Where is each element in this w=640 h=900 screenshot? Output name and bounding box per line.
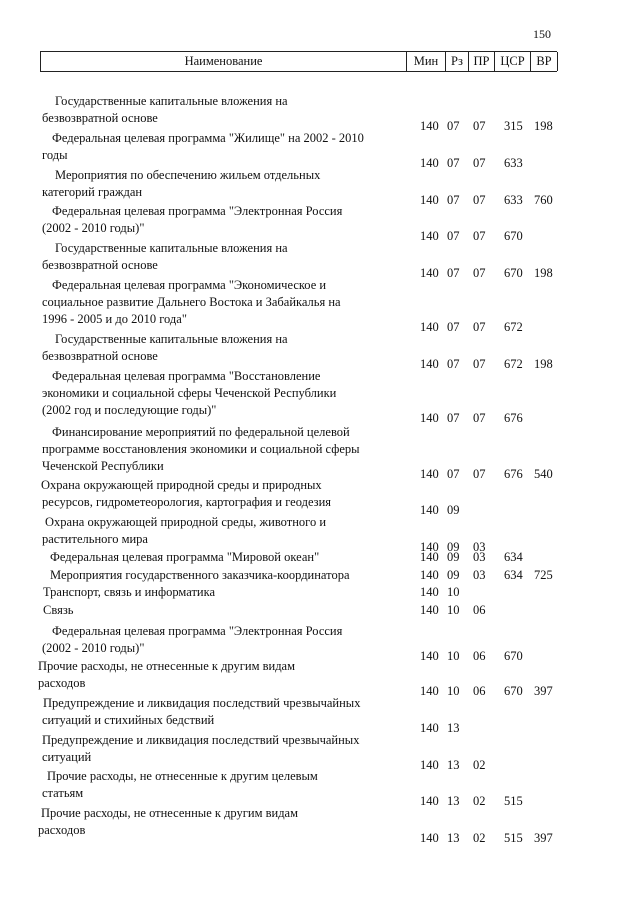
row-name-line: (2002 - 2010 годы)" [42, 221, 145, 235]
row-name-line: Транспорт, связь и информатика [43, 585, 216, 599]
row-name-line: программе восстановления экономики и социальной сферы [42, 442, 360, 456]
row-min-code: 140 [420, 568, 439, 582]
row-name-line: (2002 - 2010 годы)" [42, 641, 145, 655]
row-name-line: статьям [42, 786, 84, 800]
row-name-line: Государственные капитальные вложения на [55, 241, 288, 255]
row-rz-code: 07 [447, 156, 460, 170]
row-pr-code: 02 [473, 758, 486, 772]
row-name-line: Федеральная целевая программа "Восстановление [52, 369, 321, 383]
row-name-line: растительного мира [42, 532, 148, 546]
row-min-code: 140 [420, 794, 439, 808]
row-name-line: Охрана окружающей природной среды, животного и [45, 515, 327, 529]
row-vr-code: 760 [534, 193, 553, 207]
page-number: 150 [533, 27, 551, 41]
header-rz: Рз [446, 52, 469, 71]
row-name-line: ситуаций [42, 750, 92, 764]
row-rz-code: 10 [447, 684, 460, 698]
row-csr-code: 670 [504, 649, 523, 663]
row-rz-code: 10 [447, 585, 460, 599]
row-rz-code: 07 [447, 193, 460, 207]
row-rz-code: 07 [447, 266, 460, 280]
row-pr-code: 06 [473, 603, 486, 617]
row-rz-code: 09 [447, 550, 460, 564]
row-rz-code: 13 [447, 721, 460, 735]
row-name-line: (2002 год и последующие годы)" [42, 403, 217, 417]
row-pr-code: 02 [473, 831, 486, 845]
row-csr-code: 634 [504, 568, 523, 582]
row-rz-code: 09 [447, 540, 460, 554]
row-rz-code: 13 [447, 831, 460, 845]
row-name-line: Мероприятия государственного заказчика-координатора [50, 568, 350, 582]
row-name-line: безвозвратной основе [42, 258, 158, 272]
row-csr-code: 515 [504, 794, 523, 808]
row-rz-code: 07 [447, 467, 460, 481]
row-min-code: 140 [420, 503, 439, 517]
row-name-line: Государственные капитальные вложения на [55, 94, 288, 108]
row-vr-code: 198 [534, 357, 553, 371]
row-name-line: Государственные капитальные вложения на [55, 332, 288, 346]
row-vr-code: 198 [534, 266, 553, 280]
row-name-line: Федеральная целевая программа "Экономическое и [52, 278, 327, 292]
header-min: Мин [407, 52, 446, 71]
row-rz-code: 09 [447, 568, 460, 582]
row-csr-code: 672 [504, 357, 523, 371]
row-name-line: 1996 - 2005 и до 2010 года" [42, 312, 187, 326]
row-pr-code: 07 [473, 411, 486, 425]
row-rz-code: 13 [447, 794, 460, 808]
row-csr-code: 515 [504, 831, 523, 845]
row-min-code: 140 [420, 649, 439, 663]
row-name-line: Федеральная целевая программа "Электронная Россия [52, 204, 343, 218]
row-rz-code: 13 [447, 758, 460, 772]
row-rz-code: 07 [447, 411, 460, 425]
row-min-code: 140 [420, 266, 439, 280]
row-name-line: Связь [43, 603, 74, 617]
row-rz-code: 07 [447, 229, 460, 243]
row-vr-code: 725 [534, 568, 553, 582]
row-name-line: Прочие расходы, не отнесенные к другим целевым [47, 769, 318, 783]
row-rz-code: 09 [447, 503, 460, 517]
row-vr-code: 397 [534, 831, 553, 845]
row-name-line: экономики и социальной сферы Чеченской Республики [42, 386, 337, 400]
row-csr-code: 670 [504, 229, 523, 243]
row-name-line: Прочие расходы, не отнесенные к другим видам [38, 659, 296, 673]
row-pr-code: 07 [473, 320, 486, 334]
row-name-line: Чеченской Республики [42, 459, 164, 473]
row-min-code: 140 [420, 721, 439, 735]
row-min-code: 140 [420, 357, 439, 371]
row-min-code: 140 [420, 320, 439, 334]
row-csr-code: 670 [504, 684, 523, 698]
row-name-line: безвозвратной основе [42, 349, 158, 363]
row-min-code: 140 [420, 585, 439, 599]
row-name-line: Мероприятия по обеспечению жильем отдельных [55, 168, 321, 182]
row-vr-code: 198 [534, 119, 553, 133]
row-rz-code: 07 [447, 119, 460, 133]
row-min-code: 140 [420, 684, 439, 698]
row-csr-code: 633 [504, 193, 523, 207]
header-vr: ВР [531, 52, 558, 71]
row-name-line: ситуаций и стихийных бедствий [42, 713, 215, 727]
row-csr-code: 634 [504, 550, 523, 564]
row-name-line: Предупреждение и ликвидация последствий чрезвычайных [43, 696, 361, 710]
row-name-line: безвозвратной основе [42, 111, 158, 125]
row-pr-code: 07 [473, 119, 486, 133]
row-name-line: Охрана окружающей природной среды и природных [41, 478, 322, 492]
row-min-code: 140 [420, 758, 439, 772]
row-csr-code: 633 [504, 156, 523, 170]
row-min-code: 140 [420, 193, 439, 207]
header-csr: ЦСР [495, 52, 531, 71]
row-name-line: категорий граждан [42, 185, 143, 199]
row-pr-code: 03 [473, 550, 486, 564]
row-min-code: 140 [420, 411, 439, 425]
row-name-line: Предупреждение и ликвидация последствий чрезвычайных [42, 733, 360, 747]
row-min-code: 140 [420, 156, 439, 170]
row-csr-code: 315 [504, 119, 523, 133]
row-rz-code: 07 [447, 320, 460, 334]
row-pr-code: 07 [473, 357, 486, 371]
header-name: Наименование [41, 52, 407, 71]
row-name-line: Федеральная целевая программа "Жилище" на 2002 - 2010 [52, 131, 364, 145]
row-name-line: Федеральная целевая программа "Мировой океан" [50, 550, 320, 564]
row-name-line: годы [42, 148, 68, 162]
row-pr-code: 03 [473, 540, 486, 554]
row-vr-code: 397 [534, 684, 553, 698]
row-csr-code: 676 [504, 411, 523, 425]
header-pr: ПР [469, 52, 495, 71]
table-header [40, 51, 557, 72]
row-pr-code: 07 [473, 229, 486, 243]
row-min-code: 140 [420, 603, 439, 617]
row-vr-code: 540 [534, 467, 553, 481]
row-name-line: Финансирование мероприятий по федеральной целевой [52, 425, 350, 439]
row-name-line: ресурсов, гидрометеорология, картография и геодезия [42, 495, 332, 509]
row-rz-code: 10 [447, 603, 460, 617]
row-csr-code: 670 [504, 266, 523, 280]
row-min-code: 140 [420, 831, 439, 845]
row-pr-code: 06 [473, 684, 486, 698]
row-rz-code: 07 [447, 357, 460, 371]
row-min-code: 140 [420, 550, 439, 564]
row-min-code: 140 [420, 540, 439, 554]
row-pr-code: 07 [473, 156, 486, 170]
row-csr-code: 676 [504, 467, 523, 481]
row-name-line: Прочие расходы, не отнесенные к другим видам [41, 806, 299, 820]
row-rz-code: 10 [447, 649, 460, 663]
row-pr-code: 07 [473, 193, 486, 207]
row-name-line: расходов [38, 823, 86, 837]
row-pr-code: 02 [473, 794, 486, 808]
row-min-code: 140 [420, 229, 439, 243]
row-name-line: расходов [38, 676, 86, 690]
row-name-line: Федеральная целевая программа "Электронная Россия [52, 624, 343, 638]
row-name-line: социальное развитие Дальнего Востока и Забайкалья на [42, 295, 341, 309]
row-min-code: 140 [420, 467, 439, 481]
row-csr-code: 672 [504, 320, 523, 334]
row-min-code: 140 [420, 119, 439, 133]
row-pr-code: 03 [473, 568, 486, 582]
row-pr-code: 07 [473, 266, 486, 280]
row-pr-code: 07 [473, 467, 486, 481]
row-pr-code: 06 [473, 649, 486, 663]
